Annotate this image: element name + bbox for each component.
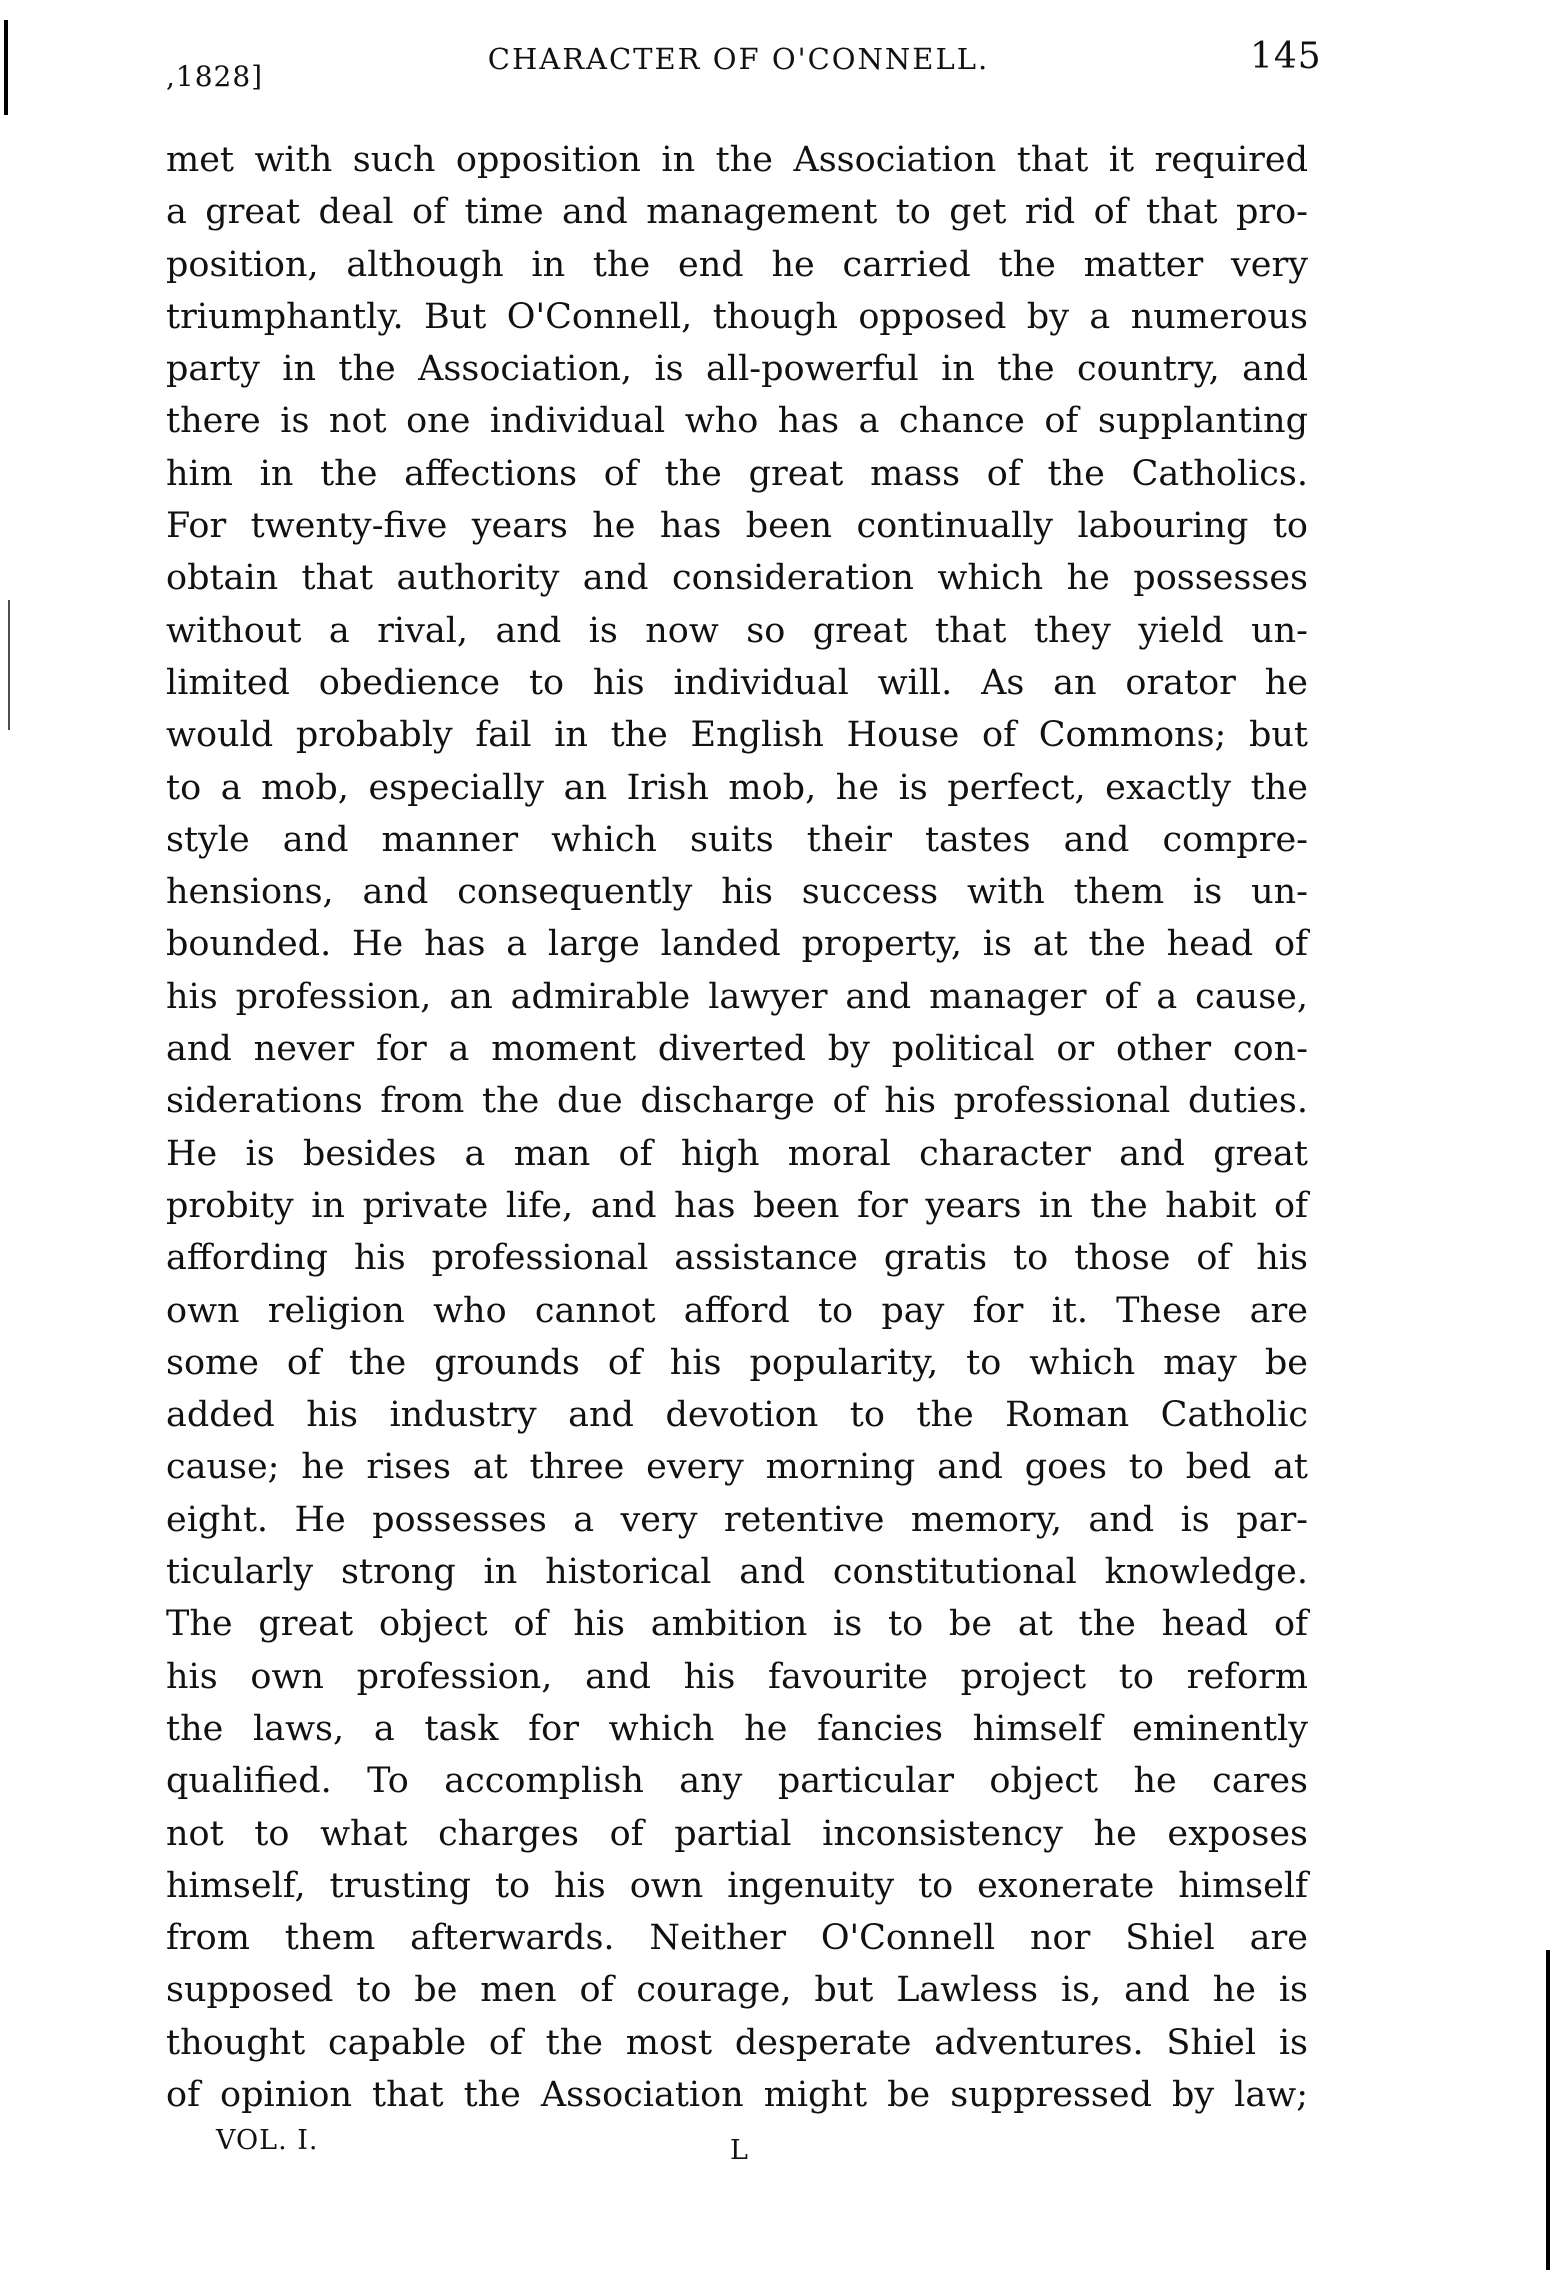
text-line: style and manner which suits their tastes and compre- (166, 819, 1308, 860)
text-line: ticularly strong in historical and constitutional knowledge. (166, 1552, 1308, 1593)
page-number: 145 (1250, 36, 1322, 77)
text-line: his profession, an admirable lawyer and manager of a cause, (166, 976, 1308, 1017)
text-line: position, although in the end he carried the matter very (166, 244, 1308, 285)
text-line: without a rival, and is now so great that they yield un- (166, 610, 1308, 651)
text-line: obtain that authority and consideration which he possesses (166, 558, 1308, 599)
text-line: added his industry and devotion to the Roman Catholic (166, 1395, 1308, 1436)
text-line: bounded. He has a large landed property, is at the head of (166, 924, 1308, 965)
text-line: and never for a moment diverted by political or other con- (166, 1029, 1308, 1070)
text-line: The great object of his ambition is to be at the head of (166, 1604, 1308, 1645)
text-line: qualified. To accomplish any particular object he cares (166, 1761, 1308, 1802)
text-line: For twenty-five years he has been continually labouring to (166, 506, 1308, 547)
text-line: affording his professional assistance gratis to those of his (166, 1238, 1308, 1279)
text-line: a great deal of time and management to get rid of that pro- (166, 192, 1308, 233)
text-line: himself, trusting to his own ingenuity to exonerate himself (166, 1865, 1308, 1906)
text-line: to a mob, especially an Irish mob, he is perfect, exactly the (166, 767, 1308, 808)
text-line: limited obedience to his individual will. As an orator he (166, 662, 1308, 703)
text-line: party in the Association, is all-powerful in the country, and (166, 349, 1308, 390)
text-line: thought capable of the most desperate adventures. Shiel is (166, 2022, 1308, 2063)
text-line: his own profession, and his favourite project to reform (166, 1656, 1308, 1697)
text-line: the laws, a task for which he fancies himself eminently (166, 1708, 1308, 1749)
text-line: eight. He possesses a very retentive memory, and is par- (166, 1499, 1308, 1540)
text-line: He is besides a man of high moral character and great (166, 1133, 1308, 1174)
text-line: there is not one individual who has a chance of supplanting (166, 401, 1308, 442)
text-line: probity in private life, and has been for years in the habit of (166, 1185, 1308, 1226)
printer-signature: L (730, 2135, 748, 2166)
text-line: not to what charges of partial inconsistency he exposes (166, 1813, 1308, 1854)
text-line: of opinion that the Association might be suppressed by law; (166, 2074, 1308, 2115)
text-line: supposed to be men of courage, but Lawless is, and he is (166, 1970, 1308, 2011)
text-line: cause; he rises at three every morning and goes to bed at (166, 1447, 1308, 1488)
text-line: hensions, and consequently his success with them is un- (166, 872, 1308, 913)
text-line: siderations from the due discharge of his professional duties. (166, 1081, 1308, 1122)
scan-mark-left (8, 600, 10, 730)
text-line: some of the grounds of his popularity, to which may be (166, 1342, 1308, 1383)
text-line: own religion who cannot afford to pay for it. These are (166, 1290, 1308, 1331)
text-line: met with such opposition in the Association that it required (166, 140, 1308, 180)
volume-signature: VOL. I. (216, 2125, 319, 2156)
scan-edge-right (1546, 1950, 1550, 2270)
text-line: him in the affections of the great mass of the Catholics. (166, 453, 1308, 494)
text-line: triumphantly. But O'Connell, though opposed by a numerous (166, 296, 1308, 337)
running-head-year: ,1828] (166, 60, 264, 93)
text-line: from them afterwards. Neither O'Connell nor Shiel are (166, 1918, 1308, 1959)
text-line: would probably fail in the English House of Commons; but (166, 715, 1308, 756)
body-text (166, 134, 1308, 2121)
running-head-title: CHARACTER OF O'CONNELL. (487, 42, 990, 76)
